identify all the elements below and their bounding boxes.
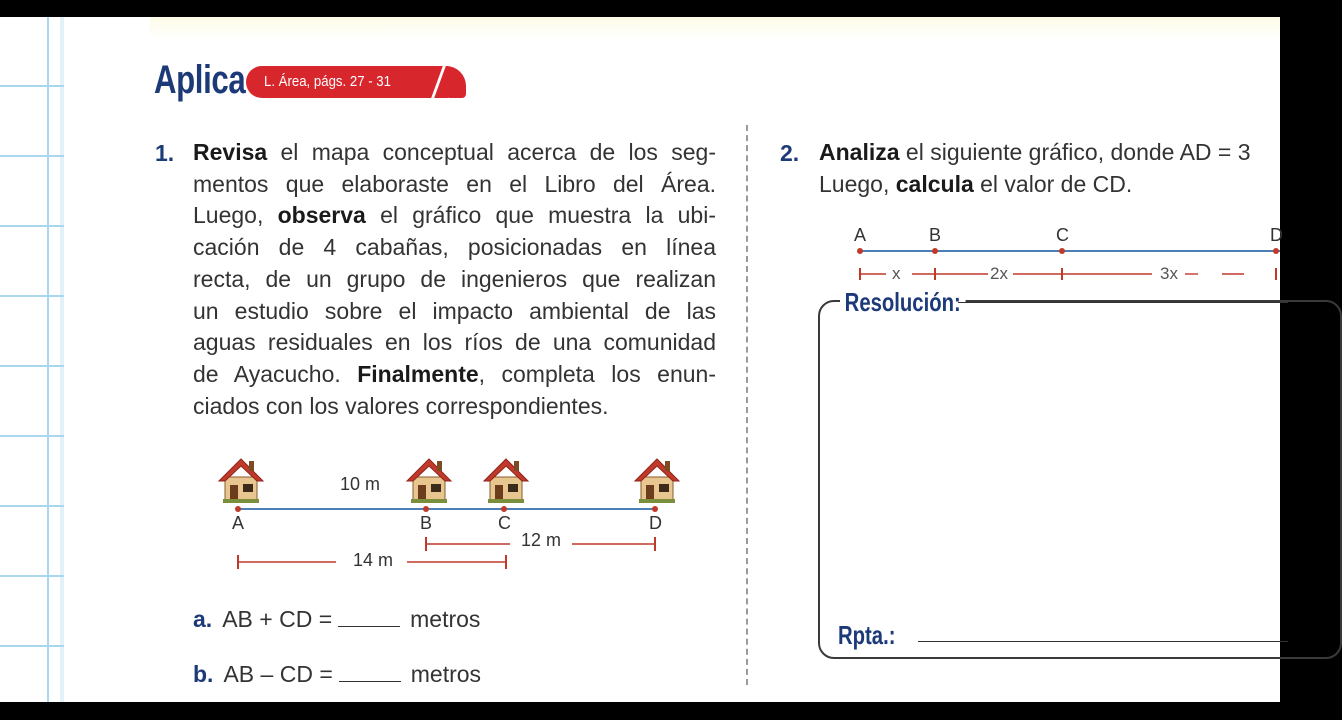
point-marker [1059,248,1065,254]
question-2-number: 2. [780,140,800,166]
point-label: C [1056,225,1069,245]
q1-keyword: Finalmente [357,360,479,387]
q1-line [193,200,716,232]
q1-text: cación de 4 cabañas, posicionadas en línea [193,234,716,261]
point-marker [423,506,429,512]
house-icon [484,459,528,503]
point-label: A [232,513,245,533]
q2-text: Luego, [819,170,896,197]
q1-line [193,264,716,296]
point-label: D [649,513,662,533]
point-label: A [854,225,867,245]
item-b-letter: b. [193,661,214,687]
house-icon [407,459,451,503]
q2-text: el siguiente gráfico, donde AD = 3 [899,139,1251,165]
q1-text: el gráfico que muestra la ubi- [365,202,716,229]
point-label: D [1270,225,1283,245]
bottom-letterbox [0,702,1280,720]
resolution-box[interactable] [818,300,1342,659]
point-marker [1273,248,1279,254]
resolution-label: Resolución: [840,287,965,318]
q1-keyword: observa [277,202,366,229]
resolution-underline [958,302,1288,303]
point-marker [932,248,938,254]
item-a-unit: metros [410,606,481,632]
distance-label-cd: 12 m [521,530,562,550]
q2-text: el valor de CD. [973,170,1133,197]
notebook-grid-strip [0,17,64,702]
q1-line [193,327,716,359]
point-marker [857,248,863,254]
point-label: C [498,513,511,533]
column-divider [746,125,748,685]
page-top-tint [150,17,1280,39]
section-title: Aplica [154,58,246,102]
point-label: B [420,513,433,533]
q1-text: de Ayacucho. [193,360,358,387]
point-marker [501,506,507,512]
item-a-expression: AB + CD = [222,606,333,632]
item-a-answer-blank[interactable] [338,608,400,627]
answer-line[interactable] [918,641,1288,642]
q1-line [193,296,716,328]
segment-label-2x: 2x [990,264,1008,283]
house-icon [635,459,679,503]
segment-label-x: x [892,264,901,283]
point-marker [652,506,658,512]
segment-label-3x: 3x [1160,264,1178,283]
reference-tag [246,66,448,98]
q2-line [819,169,1289,201]
q2-line [819,137,1289,169]
item-b-expression: AB – CD = [223,661,333,687]
q1-text: recta, de un grupo de ingenieros que realizan [193,265,716,292]
question-1-number: 1. [155,140,175,166]
q1-text: aguas residuales en los ríos de una comunidad [193,329,716,356]
item-a-letter: a. [193,606,213,632]
reference-tag-label: L. Área, págs. 27 - 31 [264,73,391,90]
segment-figure [840,222,1283,290]
q2-keyword: calcula [895,170,974,197]
item-a [193,606,480,633]
item-b [193,661,481,688]
q1-line [193,169,716,201]
item-b-unit: metros [410,661,482,687]
answer-label: Rpta.: [838,620,896,650]
q1-keyword: Revisa [193,139,268,165]
house-icon [219,459,263,503]
cabins-figure [210,452,700,577]
q1-text: ciados con los valores correspondientes. [193,392,609,419]
q1-text: un estudio sobre el impacto ambiental de las [193,297,716,324]
point-marker [235,506,241,512]
q1-text: mentos que elaboraste en el Libro del Área. [193,170,716,197]
distance-label-ac: 14 m [353,550,394,570]
point-label: B [929,225,942,245]
question-1-text [193,137,716,422]
question-2-text [819,137,1289,200]
q1-text: el mapa conceptual acerca de los seg- [267,139,716,165]
distance-label-ab: 10 m [340,474,381,494]
q2-keyword: Analiza [819,139,900,165]
q1-line [193,391,716,423]
q1-line [193,137,716,169]
item-b-answer-blank[interactable] [339,663,401,682]
q1-line [193,359,716,391]
top-letterbox [0,0,1280,17]
q1-text: , completa los enun- [478,360,716,387]
q1-line [193,232,716,264]
q1-text: Luego, [193,202,278,229]
